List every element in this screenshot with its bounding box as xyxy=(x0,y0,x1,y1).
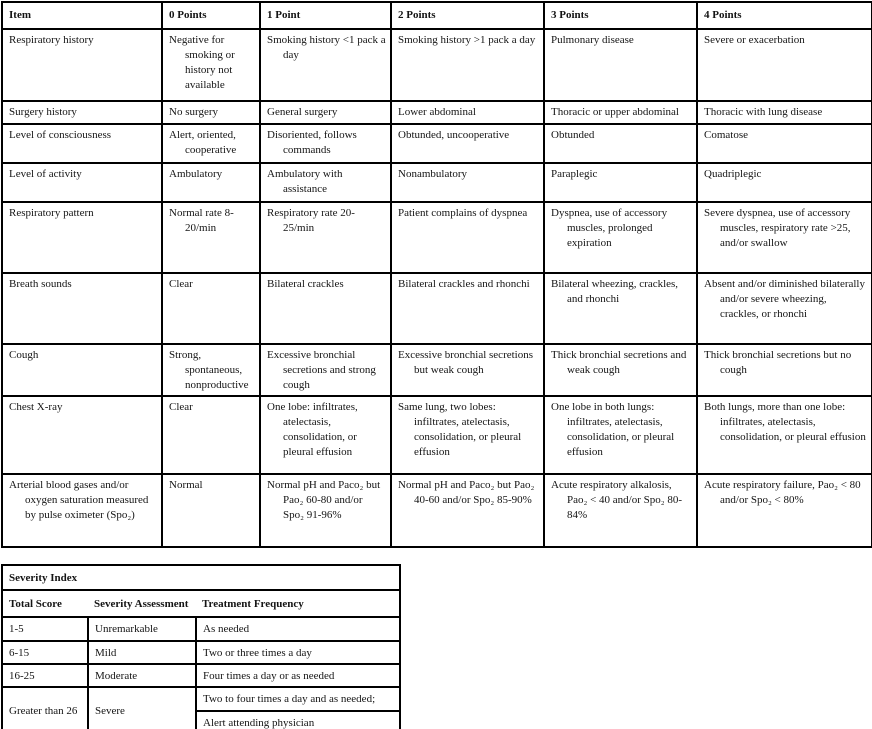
score-cell: Lower abdominal xyxy=(391,101,544,124)
header-row xyxy=(2,2,872,29)
score-cell: Ambulatory with assistance xyxy=(260,163,391,202)
row-chest-x-ray xyxy=(2,396,872,474)
item-label: Level of consciousness xyxy=(2,124,162,163)
score-cell: Quadriplegic xyxy=(697,163,872,202)
column-header-total-score: Total Score xyxy=(2,590,88,617)
score-cell: Severe or exacerbation xyxy=(697,29,872,101)
assessment-cell: Severe xyxy=(88,687,196,729)
score-cell: Comatose xyxy=(697,124,872,163)
score-cell: Pulmonary disease xyxy=(544,29,697,101)
score-cell: Patient complains of dyspnea xyxy=(391,202,544,273)
item-label: Level of activity xyxy=(2,163,162,202)
score-cell: Normal rate 8-20/min xyxy=(162,202,260,273)
total-score-cell: 1-5 xyxy=(2,617,88,641)
frequency-cell: Two or three times a day xyxy=(196,641,400,664)
score-cell: Thick bronchial secretions and weak cough xyxy=(544,344,697,396)
column-header-item: Item xyxy=(2,2,162,29)
score-cell: Dyspnea, use of accessory muscles, prolonged expiration xyxy=(544,202,697,273)
severity-row-moderate xyxy=(2,664,400,687)
score-cell: General surgery xyxy=(260,101,391,124)
score-cell: Ambulatory xyxy=(162,163,260,202)
item-label: Cough xyxy=(2,344,162,396)
item-label: Surgery history xyxy=(2,101,162,124)
item-label: Breath sounds xyxy=(2,273,162,344)
row-respiratory-history xyxy=(2,29,872,101)
severity-index-table xyxy=(1,564,401,729)
score-cell: Obtunded xyxy=(544,124,697,163)
score-cell: Normal pH and Paco₂ but Pao₂ 60-80 and/or Spo₂ 91-96% xyxy=(260,474,391,547)
score-cell: Thoracic with lung disease xyxy=(697,101,872,124)
row-level-of-activity xyxy=(2,163,872,202)
column-header-1-point: 1 Point xyxy=(260,2,391,29)
row-surgery-history xyxy=(2,101,872,124)
assessment-cell: Mild xyxy=(88,641,196,664)
total-score-cell: 16-25 xyxy=(2,664,88,687)
score-cell: Disoriented, follows commands xyxy=(260,124,391,163)
score-cell: Alert, oriented, cooperative xyxy=(162,124,260,163)
item-label: Respiratory history xyxy=(2,29,162,101)
severity-header-row xyxy=(2,590,400,617)
score-cell: Bilateral wheezing, crackles, and rhonchi xyxy=(544,273,697,344)
assessment-cell: Unremarkable xyxy=(88,617,196,641)
score-cell: Normal pH and Paco₂ but Pao₂ 40-60 and/or Spo₂ 85-90% xyxy=(391,474,544,547)
score-cell: Strong, spontaneous, nonproductive xyxy=(162,344,260,396)
score-cell: Normal xyxy=(162,474,260,547)
row-arterial-blood-gases xyxy=(2,474,872,547)
severity-index-title: Severity Index xyxy=(2,565,400,590)
score-cell: Acute respiratory alkalosis, Pao₂ < 40 and/or Spo₂ 80-84% xyxy=(544,474,697,547)
score-cell: Clear xyxy=(162,396,260,474)
score-cell: Smoking history <1 pack a day xyxy=(260,29,391,101)
frequency-cell: Four times a day or as needed xyxy=(196,664,400,687)
frequency-cell: Two to four times a day and as needed; xyxy=(196,687,400,711)
item-label: Respiratory pattern xyxy=(2,202,162,273)
severity-row-mild xyxy=(2,641,400,664)
frequency-cell: As needed xyxy=(196,617,400,641)
score-cell: Bilateral crackles xyxy=(260,273,391,344)
score-cell: Excessive bronchial secretions and strong cough xyxy=(260,344,391,396)
column-header-0-points: 0 Points xyxy=(162,2,260,29)
score-cell: Thick bronchial secretions but no cough xyxy=(697,344,872,396)
score-cell: One lobe in both lungs: infiltrates, atelectasis, consolidation, or pleural effusion xyxy=(544,396,697,474)
respiratory-scoring-table xyxy=(1,1,872,548)
column-header-2-points: 2 Points xyxy=(391,2,544,29)
score-cell: Clear xyxy=(162,273,260,344)
frequency-cell: Alert attending physician xyxy=(196,711,400,729)
total-score-cell: 6-15 xyxy=(2,641,88,664)
severity-row-severe xyxy=(2,687,400,711)
row-cough xyxy=(2,344,872,396)
severity-title-row xyxy=(2,565,400,590)
total-score-cell: Greater than 26 xyxy=(2,687,88,729)
score-cell: Respiratory rate 20-25/min xyxy=(260,202,391,273)
item-label: Arterial blood gases and/or oxygen saturation measured by pulse oximeter (Spo₂) xyxy=(2,474,162,547)
assessment-cell: Moderate xyxy=(88,664,196,687)
score-cell: One lobe: infiltrates, atelectasis, consolidation, or pleural effusion xyxy=(260,396,391,474)
score-cell: Smoking history >1 pack a day xyxy=(391,29,544,101)
score-cell: Absent and/or diminished bilaterally and/or severe wheezing, crackles, or rhonchi xyxy=(697,273,872,344)
score-cell: Negative for smoking or history not available xyxy=(162,29,260,101)
severity-row-unremarkable xyxy=(2,617,400,641)
score-cell: Paraplegic xyxy=(544,163,697,202)
row-breath-sounds xyxy=(2,273,872,344)
score-cell: Nonambulatory xyxy=(391,163,544,202)
score-cell: Both lungs, more than one lobe: infiltrates, atelectasis, consolidation, or pleural effusion xyxy=(697,396,872,474)
column-header-4-points: 4 Points xyxy=(697,2,872,29)
score-cell: Bilateral crackles and rhonchi xyxy=(391,273,544,344)
score-cell: No surgery xyxy=(162,101,260,124)
item-label: Chest X-ray xyxy=(2,396,162,474)
row-respiratory-pattern xyxy=(2,202,872,273)
score-cell: Thoracic or upper abdominal xyxy=(544,101,697,124)
column-header-severity-assessment: Severity Assessment xyxy=(88,590,196,617)
row-level-of-consciousness xyxy=(2,124,872,163)
score-cell: Acute respiratory failure, Pao₂ < 80 and/or Spo₂ < 80% xyxy=(697,474,872,547)
score-cell: Obtunded, uncooperative xyxy=(391,124,544,163)
score-cell: Same lung, two lobes: infiltrates, atelectasis, consolidation, or pleural effusion xyxy=(391,396,544,474)
score-cell: Excessive bronchial secretions but weak cough xyxy=(391,344,544,396)
score-cell: Severe dyspnea, use of accessory muscles, respiratory rate >25, and/or swallow xyxy=(697,202,872,273)
column-header-treatment-frequency: Treatment Frequency xyxy=(196,590,400,617)
column-header-3-points: 3 Points xyxy=(544,2,697,29)
